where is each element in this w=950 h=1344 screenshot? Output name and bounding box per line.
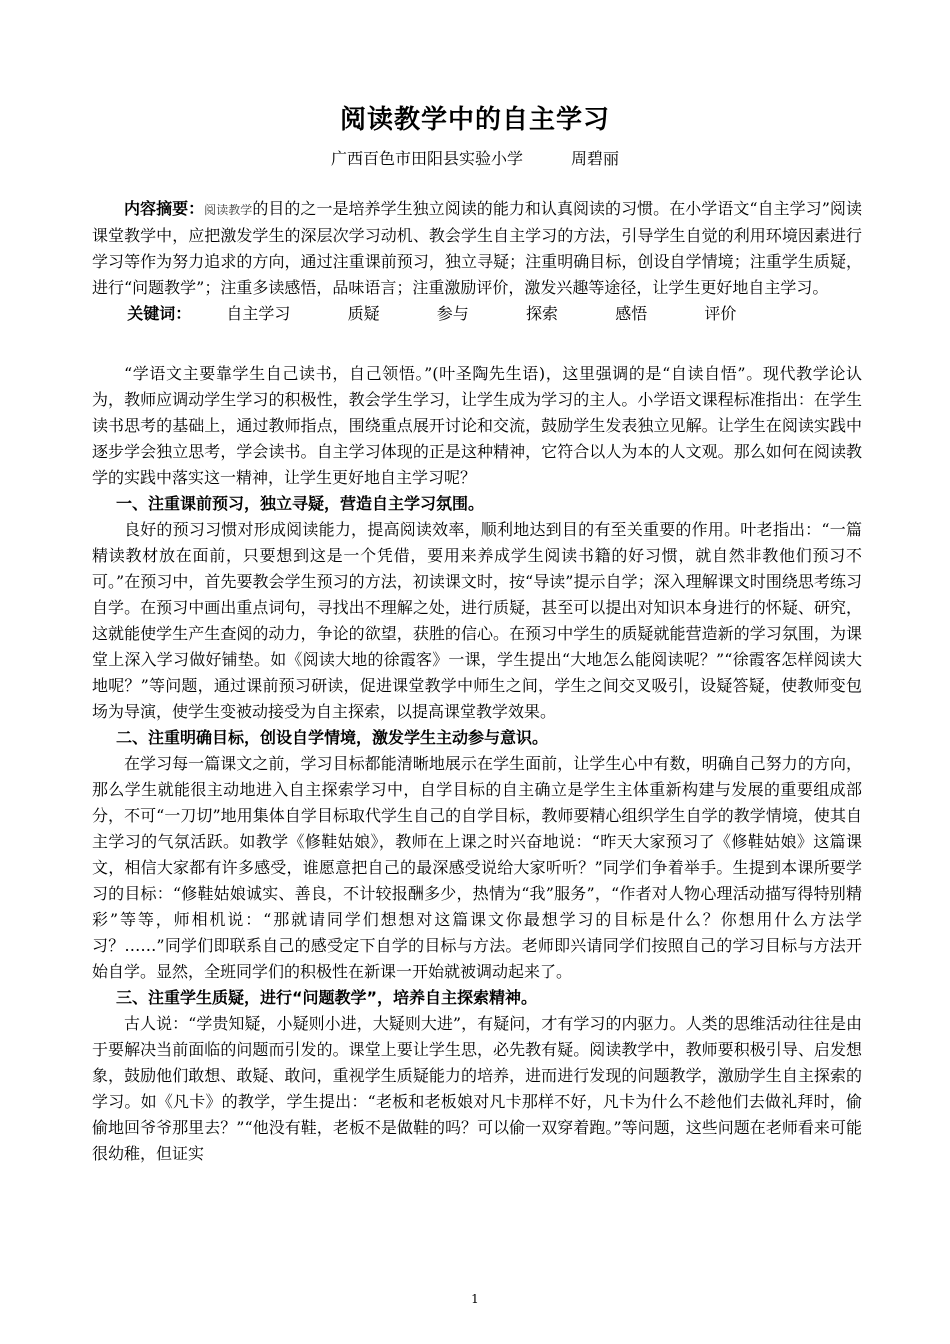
author-name: 周碧丽 xyxy=(571,149,620,168)
abstract-text: 的目的之一是培养学生独立阅读的能力和认真阅读的习惯。在小学语文“自主学习”阅读课堂教学中，应把激发学生的深层次学习动机、教会学生自主学习的方法，引导学生自觉的利用环境因素进行学习等作为努力追求的方向，通过注重课前预习，独立寻疑；注重明确目标，创设自学情境；注重学生质疑，进行“问题教学”；注重多读感悟，品味语言；注重激励评价，激发兴趣等途径，让学生更好地自主学习。 xyxy=(92,199,862,297)
abstract-small-lead: 阅读教学 xyxy=(204,203,253,217)
page-number: 1 xyxy=(471,1292,479,1306)
keyword: 感悟 xyxy=(615,304,648,323)
keywords-label: 关键词： xyxy=(127,304,192,323)
abstract-paragraph xyxy=(92,196,862,301)
keywords-paragraph xyxy=(92,301,862,327)
section-heading: 二、注重明确目标，创设自学情境，激发学生主动参与意识。 xyxy=(116,728,549,747)
author-school: 广西百色市田阳县实验小学 xyxy=(330,149,523,168)
document-title: 阅读教学中的自主学习 xyxy=(339,105,610,135)
section-heading: 三、注重学生质疑，进行“问题教学”，培养自主探索精神。 xyxy=(116,988,538,1007)
intro-paragraph: “学语文主要靠学生自己读书，自己领悟。”(叶圣陶先生语)，这里强调的是“自读自悟”。现代教学论认为，教师应调动学生学习的积极性，教会学生学习，让学生成为学习的主人。小学语文课程标准指出：在学生读书思考的基础上，通过教师指点，围绕重点展开讨论和交流，鼓励学生发表独立见解。让学生在阅读实践中逐步学会独立思考，学会读书。自主学习体现的正是这种精神，它符合以人为本的人文观。那么如何在阅读教学的实践中落实这一精神，让学生更好地自主学习呢？ xyxy=(92,364,862,487)
keyword: 参与 xyxy=(436,304,469,323)
keyword: 评价 xyxy=(704,304,737,323)
keyword: 质疑 xyxy=(347,304,380,323)
section-heading: 一、注重课前预习，独立寻疑，营造自主学习氛围。 xyxy=(116,494,485,513)
section-paragraph: 古人说：“学贵知疑，小疑则小进，大疑则大进”，有疑问，才有学习的内驱力。人类的思维活动往往是由于要解决当前面临的问题而引发的。课堂上要让学生思，必先教有疑。阅读教学中，教师要积极引导、启发想象，鼓励他们敢想、敢疑、敢问，重视学生质疑能力的培养，进而进行发现的问题教学，激励学生自主探索的学习。如《凡卡》的教学，学生提出：“老板和老板娘对凡卡那样不好，凡卡为什么不趁他们去做礼拜时，偷偷地回爷爷那里去？”“他没有鞋，老板不是做鞋的吗？可以偷一双穿着跑。”等问题，这些问题在老师看来可能很幼稚，但证实 xyxy=(92,1014,862,1163)
keyword: 自主学习 xyxy=(226,304,291,323)
abstract-label: 内容摘要： xyxy=(124,199,205,218)
author-line xyxy=(0,148,950,170)
section-paragraph: 在学习每一篇课文之前，学习目标都能清晰地展示在学生面前，让学生心中有数，明确自己努力的方向，那么学生就能很主动地进入自主探索学习中，自学目标的自主确立是学生主体重新构建与发展的重要组成部分，不可“一刀切”地用集体自学目标取代学生自己的自学目标，教师要精心组织学生自学的教学情境，使其自主学习的气氛活跃。如教学《修鞋姑娘》，教师在上课之时兴奋地说：“昨天大家预习了《修鞋姑娘》这篇课文，相信大家都有许多感受，谁愿意把自己的最深感受说给大家听听？”同学们争着举手。生提到本课所要学习的目标：“修鞋姑娘诚实、善良，不计较报酬多少，热情为“我”服务”，“作者对人物心理活动描写得特别精彩”等等，师相机说：“那就请同学们想想对这篇课文你最想学习的目标是什么？你想用什么方法学习？……”同学们即联系自己的感受定下自学的目标与方法。老师即兴请同学们按照自己的学习目标与方法开始自学。显然，全班同学们的积极性在新课一开始就被调动起来了。 xyxy=(92,754,862,981)
section-paragraph: 良好的预习习惯对形成阅读能力，提高阅读效率，顺利地达到目的有至关重要的作用。叶老指出：“一篇精读教材放在面前，只要想到这是一个凭借，要用来养成学生阅读书籍的好习惯，就自然非教他们预习不可。”在预习中，首先要教会学生预习的方法，初读课文时，按“导读”提示自学；深入理解课文时围绕思考练习自学。在预习中画出重点词句，寻找出不理解之处，进行质疑，甚至可以提出对知识本身进行的怀疑、研究，这就能使学生产生查阅的动力，争论的欲望，获胜的信心。在预习中学生的质疑就能营造新的学习氛围，为课堂上深入学习做好铺垫。如《阅读大地的徐霞客》一课，学生提出“大地怎么能阅读呢？”“徐霞客怎样阅读大地呢？”等问题，通过课前预习研读，促进课堂教学中师生之间，学生之间交叉吸引，设疑答疑，使教师变包场为导演，使学生变被动接受为自主探索，以提高课堂教学效果。 xyxy=(92,520,862,721)
document-body xyxy=(92,196,862,1167)
keyword: 探索 xyxy=(526,304,559,323)
